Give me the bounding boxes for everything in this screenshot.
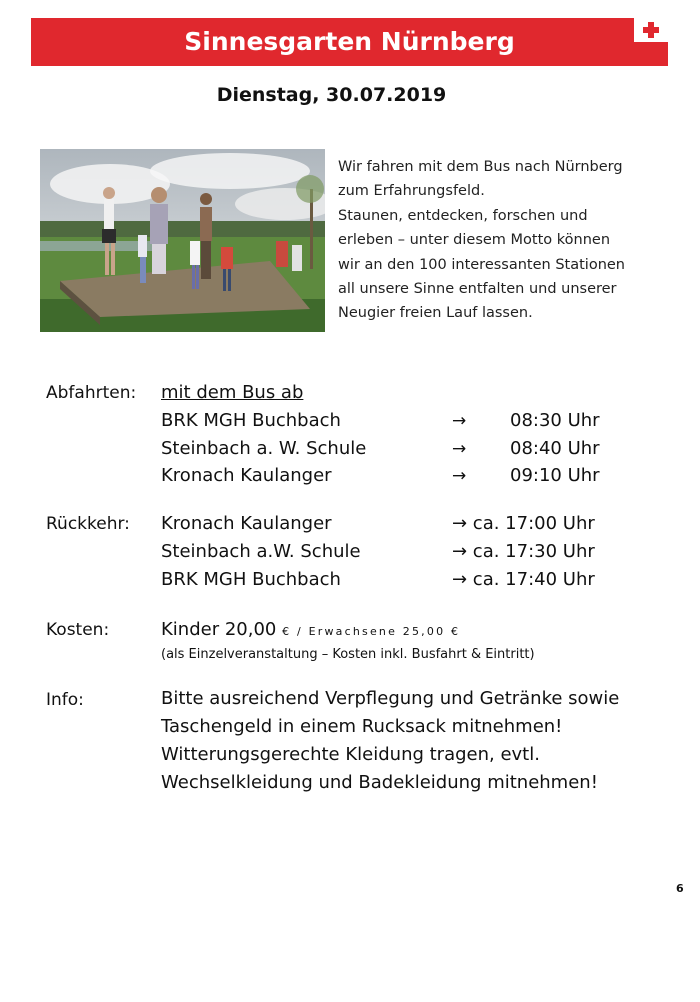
page-number: 6 <box>676 882 684 895</box>
costs-line <box>161 619 460 640</box>
return-time: → ca. 17:30 Uhr <box>452 541 595 562</box>
intro-line: all unsere Sinne entfalten und unserer <box>338 281 617 298</box>
return-time: → ca. 17:00 Uhr <box>452 513 595 534</box>
page-title: Sinnesgarten Nürnberg <box>184 27 515 56</box>
info-line: Wechselkleidung und Badekleidung mitnehmen! <box>161 772 598 793</box>
intro-line: zum Erfahrungsfeld. <box>338 183 485 200</box>
departure-time: 08:40 Uhr <box>510 438 600 459</box>
info-label: Info: <box>46 690 84 710</box>
departures-label: Abfahrten: <box>46 383 137 403</box>
red-cross-icon-horizontal <box>643 27 659 33</box>
return-place: Steinbach a.W. Schule <box>161 541 361 562</box>
intro-line: Wir fahren mit dem Bus nach Nürnberg <box>338 159 623 175</box>
intro-line: Neugier freien Lauf lassen. <box>338 305 533 322</box>
departure-place: Kronach Kaulanger <box>161 465 332 486</box>
title-banner <box>31 18 668 66</box>
intro-line: erleben – unter diesem Motto können <box>338 232 611 249</box>
intro-line: wir an den 100 interessanten Stationen <box>338 256 625 273</box>
info-line: Taschengeld in einem Rucksack mitnehmen! <box>161 716 563 737</box>
arrow-icon: → <box>452 439 467 459</box>
info-line: Bitte ausreichend Verpflegung und Getränke sowie <box>161 688 620 709</box>
event-date: Dienstag, 30.07.2019 <box>216 84 447 106</box>
costs-label: Kosten: <box>46 620 110 640</box>
return-place: Kronach Kaulanger <box>161 513 332 534</box>
arrow-icon: → <box>452 466 467 486</box>
return-place: BRK MGH Buchbach <box>161 569 341 590</box>
departure-place: BRK MGH Buchbach <box>161 410 341 431</box>
info-line: Witterungsgerechte Kleidung tragen, evtl. <box>161 744 540 765</box>
costs-children: Kinder 20,00 <box>161 619 277 640</box>
arrow-icon: → <box>452 411 467 431</box>
departure-time: 09:10 Uhr <box>510 465 600 486</box>
departures-heading: mit dem Bus ab <box>161 382 304 403</box>
intro-text <box>338 155 668 326</box>
costs-note: (als Einzelveranstaltung – Kosten inkl. Busfahrt & Eintritt) <box>161 647 535 662</box>
departure-place: Steinbach a. W. Schule <box>161 438 367 459</box>
return-time: → ca. 17:40 Uhr <box>452 569 595 590</box>
costs-adults: € / Erwachsene 25,00 € <box>282 625 461 638</box>
photo-drawing <box>40 149 325 332</box>
intro-line: Staunen, entdecken, forschen und <box>338 207 588 224</box>
sensory-garden-photo <box>40 149 325 332</box>
departure-time: 08:30 Uhr <box>510 410 600 431</box>
return-label: Rückkehr: <box>46 514 130 534</box>
